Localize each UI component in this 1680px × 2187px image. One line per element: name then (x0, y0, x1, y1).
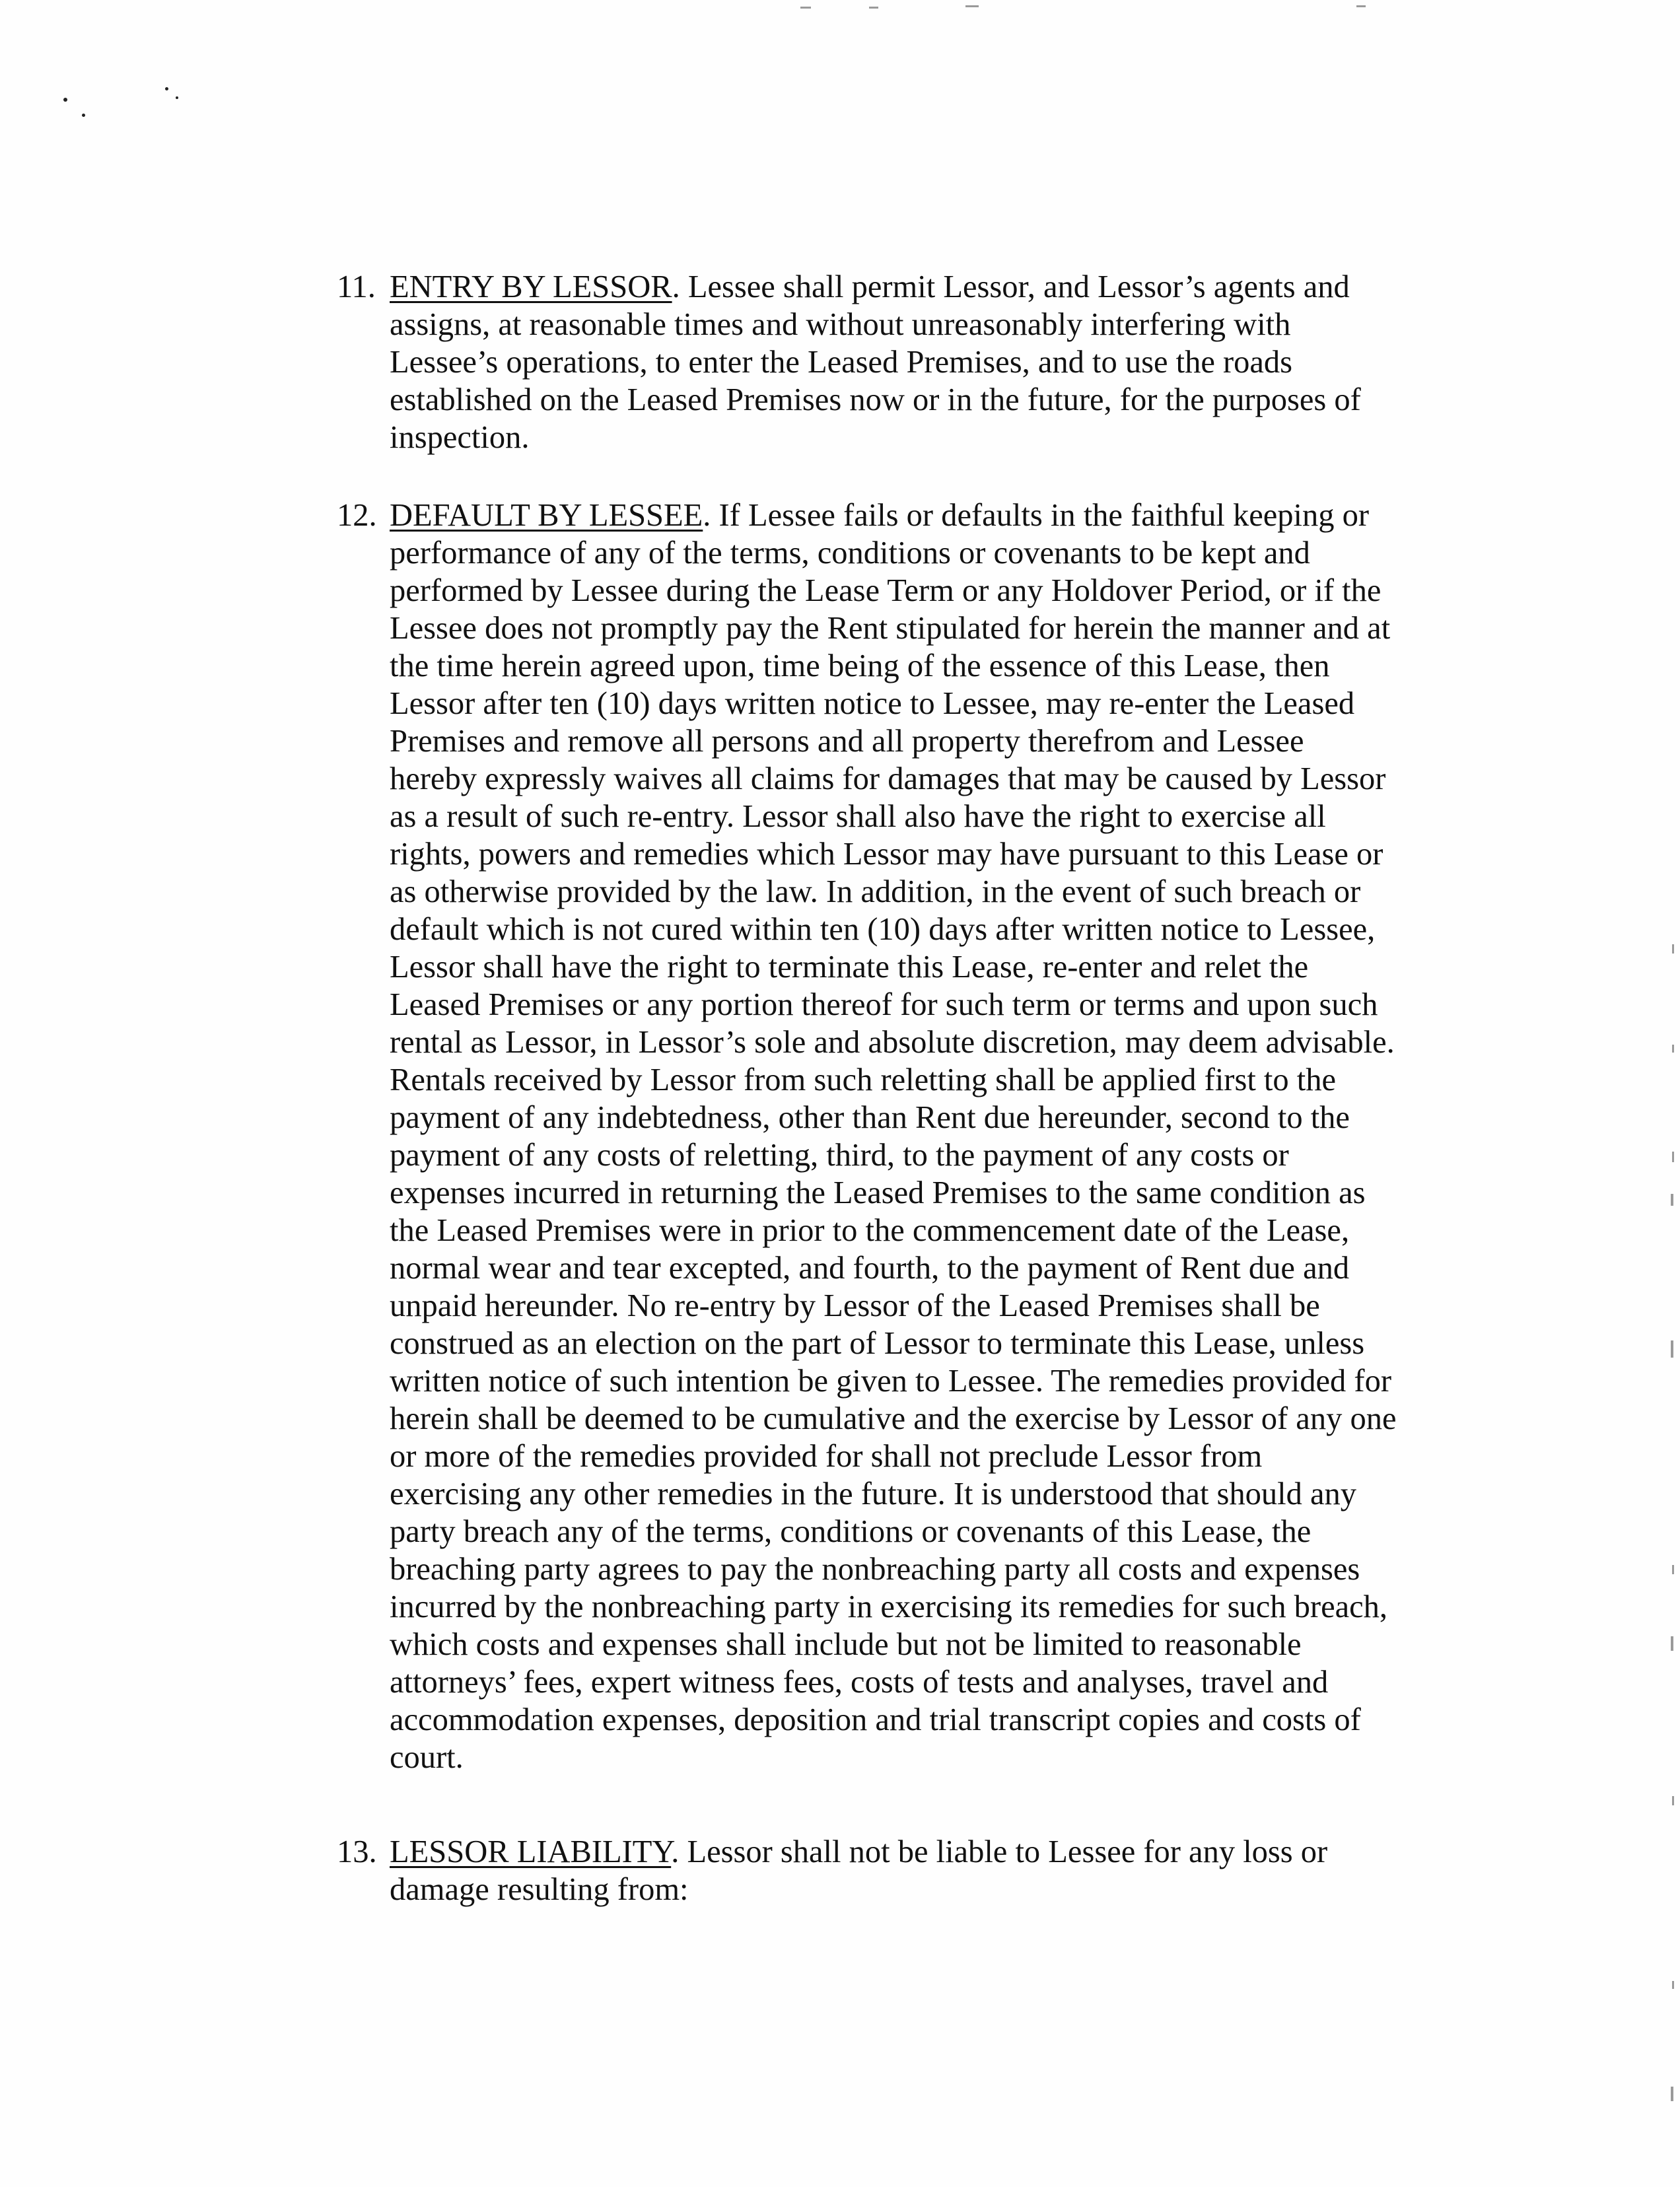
section-line: hereby expressly waives all claims for damages that may be caused by Lessor (390, 761, 1386, 796)
scan-edge-mark (1672, 1981, 1674, 1989)
section-line: unpaid hereunder. No re-entry by Lessor of the Leased Premises shall be (390, 1288, 1320, 1323)
section-first-line (390, 1833, 1446, 1871)
section-heading: DEFAULT BY LESSEE (390, 498, 703, 533)
section-line: as otherwise provided by the law. In addition, in the event of such breach or (390, 874, 1361, 909)
section-line: assigns, at reasonable times and without unreasonably interfering with (390, 307, 1291, 342)
scan-edge-mark (800, 7, 811, 9)
section-line: party breach any of the terms, conditions or covenants of this Lease, the (390, 1514, 1312, 1549)
scan-speck (63, 98, 67, 102)
section-number: 13. (337, 1834, 377, 1869)
section-12 (337, 497, 1446, 1776)
section-line: Leased Premises or any portion thereof for such term or terms and upon such (390, 987, 1378, 1022)
scan-speck (176, 96, 178, 99)
section-13 (337, 1833, 1446, 1908)
scan-speck (82, 114, 85, 117)
section-line: attorneys’ fees, expert witness fees, costs of tests and analyses, travel and (390, 1665, 1329, 1700)
scan-edge-mark (1356, 5, 1366, 7)
section-heading: LESSOR LIABILITY (390, 1834, 672, 1869)
section-line: Premises and remove all persons and all property therefrom and Lessee (390, 724, 1304, 759)
section-first-line-text: . Lessor shall not be liable to Lessee for any loss or (671, 1834, 1328, 1869)
section-line: performed by Lessee during the Lease Term or any Holdover Period, or if the (390, 573, 1382, 608)
scan-edge-mark (1672, 1565, 1674, 1574)
section-line: expenses incurred in returning the Leased Premises to the same condition as (390, 1175, 1366, 1210)
section-line: construed as an election on the part of Lessor to terminate this Lease, unless (390, 1326, 1365, 1361)
scan-edge-mark (1671, 1194, 1673, 1206)
section-heading: ENTRY BY LESSOR (390, 269, 672, 304)
section-line: inspection. (390, 420, 530, 455)
section-first-line-text: . Lessee shall permit Lessor, and Lessor’s agents and (672, 269, 1350, 304)
scan-edge-mark (1671, 1636, 1673, 1651)
section-line: or more of the remedies provided for shall not preclude Lessor from (390, 1439, 1263, 1474)
section-line: incurred by the nonbreaching party in exercising its remedies for such breach, (390, 1589, 1388, 1624)
scan-edge-mark (1672, 1152, 1674, 1162)
section-line: Rentals received by Lessor from such reletting shall be applied first to the (390, 1062, 1337, 1097)
section-first-line (390, 268, 1446, 306)
section-line: Lessee does not promptly pay the Rent stipulated for herein the manner and at (390, 611, 1391, 646)
section-line: default which is not cured within ten (10) days after written notice to Lessee, (390, 912, 1376, 947)
section-line: damage resulting from: (390, 1872, 689, 1907)
section-line: rights, powers and remedies which Lessor may have pursuant to this Lease or (390, 837, 1383, 872)
section-line: rental as Lessor, in Lessor’s sole and absolute discretion, may deem advisable. (390, 1025, 1395, 1060)
scan-edge-mark (1672, 1796, 1674, 1805)
scan-edge-mark (869, 7, 878, 9)
section-line: Lessor after ten (10) days written notice to Lessee, may re-enter the Leased (390, 686, 1355, 721)
section-line: Lessor shall have the right to terminate this Lease, re-enter and relet the (390, 950, 1309, 985)
section-line: which costs and expenses shall include but not be limited to reasonable (390, 1627, 1302, 1662)
section-line: exercising any other remedies in the future. It is understood that should any (390, 1476, 1357, 1511)
section-line: court. (390, 1740, 464, 1775)
scan-edge-mark (1672, 1045, 1674, 1053)
section-11 (337, 268, 1446, 456)
section-number: 11. (337, 269, 376, 304)
section-first-line (390, 497, 1446, 534)
section-line: the time herein agreed upon, time being of the essence of this Lease, then (390, 648, 1330, 683)
section-line: the Leased Premises were in prior to the commencement date of the Lease, (390, 1213, 1350, 1248)
scan-speck (165, 87, 168, 90)
section-line: accommodation expenses, deposition and trial transcript copies and costs of (390, 1702, 1361, 1737)
section-line: breaching party agrees to pay the nonbreaching party all costs and expenses (390, 1552, 1360, 1587)
scan-edge-mark (1671, 2087, 1673, 2101)
section-number: 12. (337, 498, 377, 533)
section-line: normal wear and tear excepted, and fourth, to the payment of Rent due and (390, 1251, 1350, 1286)
section-line: established on the Leased Premises now or in the future, for the purposes of (390, 382, 1361, 417)
section-line: as a result of such re-entry. Lessor shall also have the right to exercise all (390, 799, 1326, 834)
scan-edge-mark (1672, 944, 1674, 954)
section-first-line-text: . If Lessee fails or defaults in the faithful keeping or (703, 498, 1370, 533)
section-line: payment of any indebtedness, other than Rent due hereunder, second to the (390, 1100, 1350, 1135)
scan-edge-mark (1671, 1340, 1673, 1358)
section-line: Lessee’s operations, to enter the Leased Premises, and to use the roads (390, 345, 1293, 380)
scan-edge-mark (965, 5, 979, 7)
section-line: payment of any costs of reletting, third, to the payment of any costs or (390, 1138, 1289, 1173)
section-line: performance of any of the terms, conditions or covenants to be kept and (390, 536, 1310, 571)
section-line: written notice of such intention be given to Lessee. The remedies provided for (390, 1364, 1391, 1399)
section-line: herein shall be deemed to be cumulative and the exercise by Lessor of any one (390, 1401, 1397, 1436)
